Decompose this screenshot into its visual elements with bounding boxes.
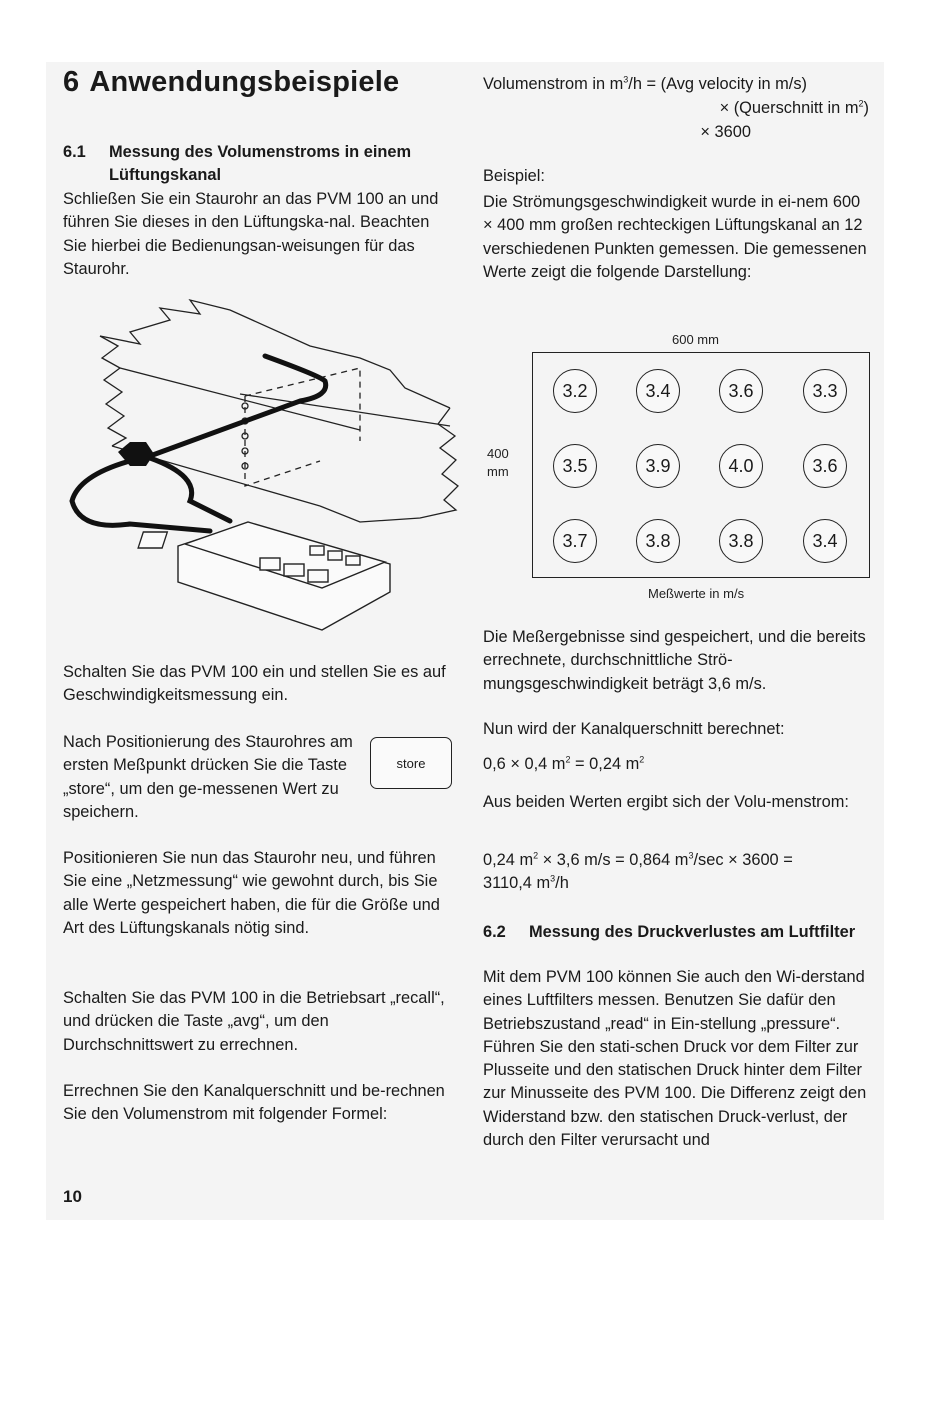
chapter-title: Anwendungsbeispiele — [89, 66, 400, 98]
chapter-heading — [63, 66, 399, 99]
grid-caption: Meßwerte in m/s — [648, 586, 745, 601]
section-6-1-heading — [63, 141, 458, 187]
paragraph-store: Nach Positionierung des Staurohres am ersten Meßpunkt drücken Sie die Taste „store“, um den ge-messenen Wert zu speichern. — [63, 733, 353, 821]
store-key-button — [370, 737, 452, 789]
grid-measurement-value: 3.3 — [803, 369, 847, 413]
volume-flow-intro: Aus beiden Werten ergibt sich der Volu-menstrom: — [483, 793, 849, 811]
duct-left-edge — [100, 336, 126, 446]
section-number: 6.2 — [483, 923, 506, 941]
grid-measurement-value: 3.2 — [553, 369, 597, 413]
example-paragraph: Die Strömungsgeschwindigkeit wurde in ei-nem 600 × 400 mm großen rechteckigen Lüftungskanal an 12 verschiedenen Punkten gemessen. Die gemessenen Werte zeigt die folgende Darstellung: — [483, 193, 867, 281]
paragraph-formula-intro: Errechnen Sie den Kanalquerschnitt und be-rechnen Sie den Volumenstrom mit folgender Formel: — [63, 1082, 445, 1124]
grid-height-label: 400 — [487, 446, 509, 461]
page-number: 10 — [63, 1187, 82, 1206]
grid-measurement-value: 3.5 — [553, 444, 597, 488]
grid-width-label: 600 mm — [672, 332, 719, 347]
section-title: Messung des Volumenstroms in einem Lüftungskanal — [109, 143, 412, 184]
grid-measurement-value: 3.7 — [553, 519, 597, 563]
results-paragraph: Die Meßergebnisse sind gespeichert, und die bereits errechnete, durchschnittliche Strö-mungsgeschwindigkeit beträgt 3,6 m/s. — [483, 628, 866, 693]
section-title: Messung des Druckverlustes am Luftfilter — [529, 923, 856, 941]
paragraph-recall: Schalten Sie das PVM 100 in die Betriebsart „recall“, und drücken die Taste „avg“, um den Durchschnittswert zu errechnen. — [63, 989, 445, 1054]
grid-measurement-value: 4.0 — [719, 444, 763, 488]
grid-height-unit: mm — [487, 464, 509, 479]
chapter-number: 6 — [63, 66, 80, 98]
grid-measurement-value: 3.6 — [803, 444, 847, 488]
grid-measurement-value: 3.8 — [636, 519, 680, 563]
grid-measurement-value: 3.9 — [636, 444, 680, 488]
filter-paragraph: Mit dem PVM 100 können Sie auch den Wi-derstand eines Luftfilters messen. Benutzen Sie dafür den Betriebszustand „read“ in Ein-stellung „pressure“. Führen Sie den stati-schen Druck vor dem Filter zur Plusseite und den statischen Druck hinter dem Filter zur Minusseite des PVM 100. Die Differenz zeigt den Widerstand bzw. den statischen Druck-verlust, der durch den Filter verursacht und — [483, 968, 867, 1150]
section-6-2-heading — [483, 921, 863, 944]
duct-illustration — [60, 296, 460, 641]
example-label: Beispiel: — [483, 167, 545, 185]
cross-section-calc: 0,6 × 0,4 $m^2 = 0,24$ $m^2$ — [483, 754, 645, 773]
paragraph-switch-on: Schalten Sie das PVM 100 ein und stellen Sie es auf Geschwindigkeitsmessung ein. — [63, 663, 446, 705]
volume-flow-calc: 0,24 $m^2 \times 3,6$ m/s = 0,864 $m^3/\sec \times 3600$ = 3110,4 $m^3/h$ — [483, 850, 793, 893]
grid-measurement-value: 3.4 — [803, 519, 847, 563]
paragraph-grid-measurement: Positionieren Sie nun das Staurohr neu, und führen Sie eine „Netzmessung“ wie gewohnt durch, bis Sie alle Werte gespeichert haben, die für die Größe und Art des Lüftungskanals nötig sind. — [63, 849, 440, 937]
grid-measurement-value: 3.4 — [636, 369, 680, 413]
cross-section-intro: Nun wird der Kanalquerschnitt berechnet: — [483, 720, 785, 738]
grid-measurement-value: 3.6 — [719, 369, 763, 413]
volume-flow-formula: Volumenstrom in $m^3/h = (Avg$ velocity in m/s) × (Querschnitt in $m^2$) × 3600 — [483, 74, 869, 141]
store-key-label: store — [396, 755, 426, 771]
section-number: 6.1 — [63, 143, 86, 161]
grid-measurement-value: 3.8 — [719, 519, 763, 563]
intro-paragraph: Schließen Sie ein Staurohr an das PVM 100 an und führen Sie dieses in den Lüftungska-nal. Beachten Sie hierbei die Bedienungsan-weisungen für das Staurohr. — [63, 190, 439, 278]
